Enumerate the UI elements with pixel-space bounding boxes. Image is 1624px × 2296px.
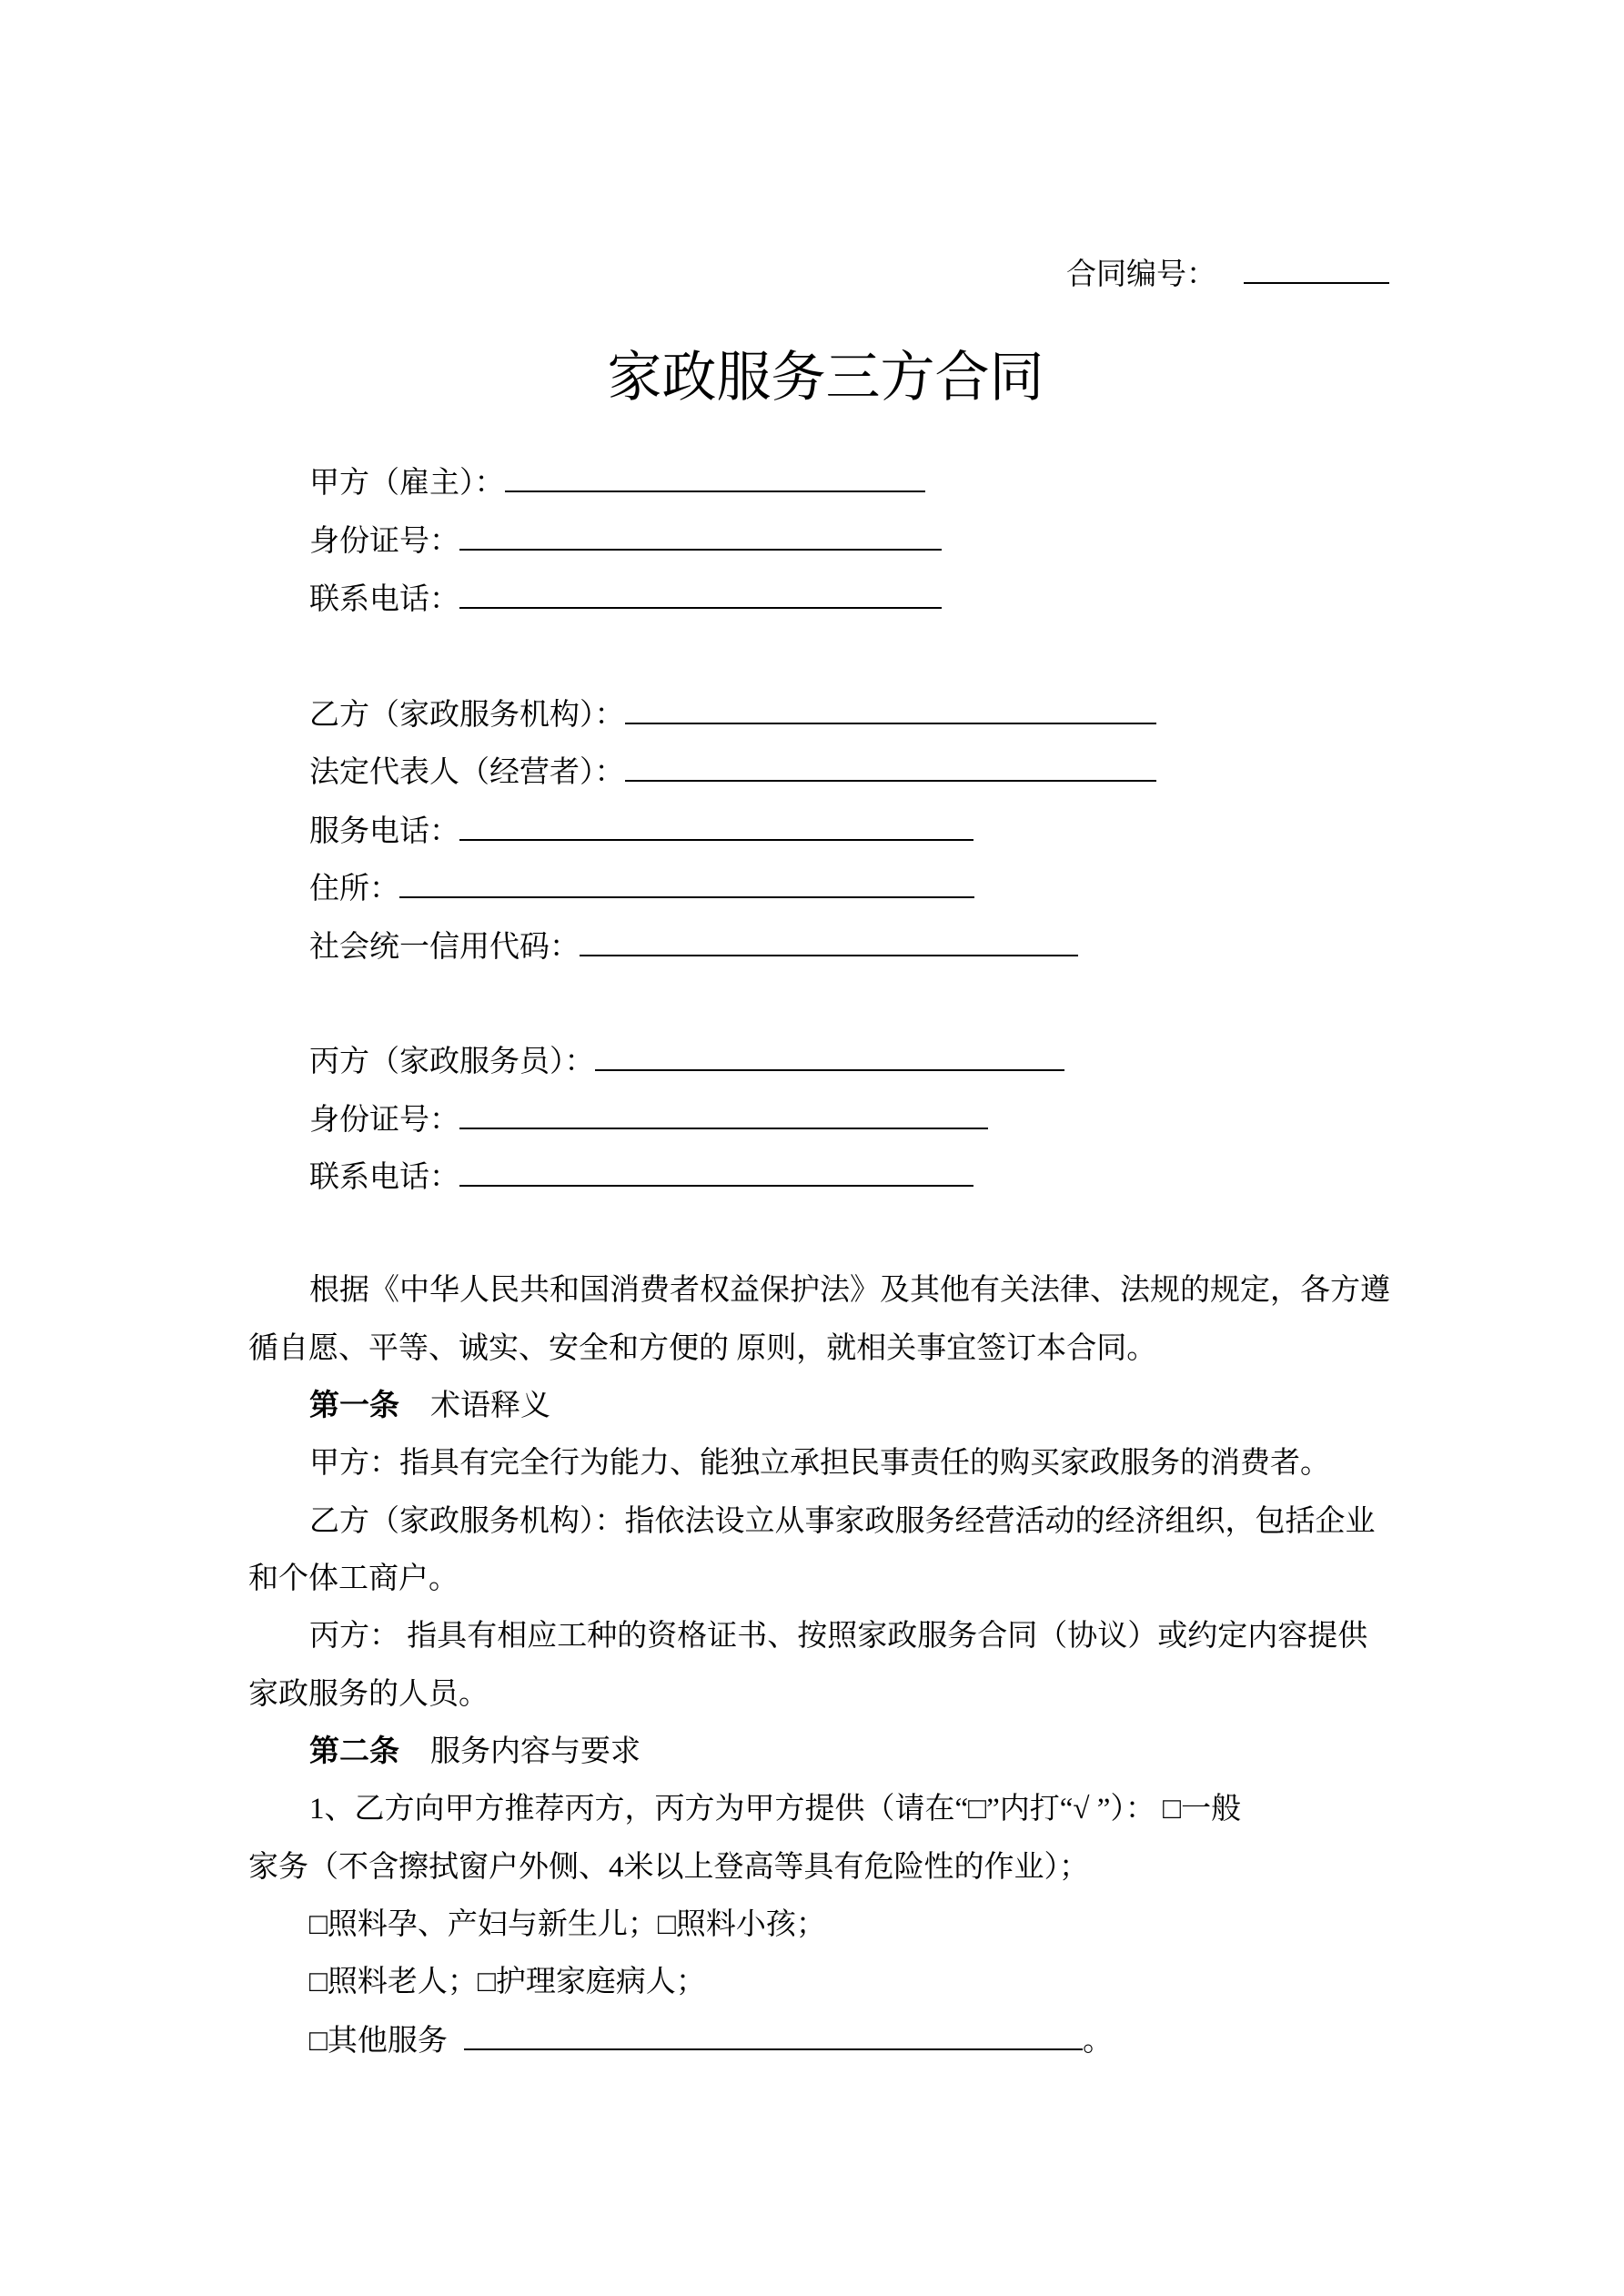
party-c-name-blank[interactable] bbox=[595, 1042, 1064, 1071]
definition-party-a: 甲方：指具有完全行为能力、能独立承担民事责任的购买家政服务的消费者。 bbox=[309, 1447, 1330, 1480]
party-c-id-blank[interactable] bbox=[459, 1100, 988, 1129]
party-c-name-row bbox=[309, 1042, 1064, 1080]
article-2-title: 服务内容与要求 bbox=[430, 1735, 641, 1768]
contract-number-label: 合同编号： bbox=[1066, 258, 1216, 291]
service-options-row-1 bbox=[309, 1907, 826, 1943]
party-a-phone-blank[interactable] bbox=[459, 580, 942, 609]
party-a-id-blank[interactable] bbox=[459, 521, 942, 551]
definition-party-b-line-2: 和个体工商户。 bbox=[248, 1563, 459, 1595]
party-b-name-blank[interactable] bbox=[625, 695, 1156, 724]
party-b-rep-blank[interactable] bbox=[625, 753, 1156, 782]
article-2-heading bbox=[309, 1734, 641, 1770]
party-a-phone-row bbox=[309, 580, 942, 618]
party-b-phone-row bbox=[309, 812, 973, 850]
service-options-row-2 bbox=[309, 1964, 706, 2000]
article-1-heading bbox=[309, 1388, 550, 1424]
article-1-title: 术语释义 bbox=[430, 1390, 550, 1422]
definition-party-c-line-2: 家政服务的人员。 bbox=[248, 1678, 489, 1711]
party-c-phone-row bbox=[309, 1158, 973, 1196]
other-service-period: 。 bbox=[1082, 2025, 1113, 2058]
party-a-name-label: 甲方（雇主）： bbox=[309, 467, 505, 500]
party-b-name-row bbox=[309, 695, 1156, 733]
party-b-address-label: 住所： bbox=[309, 873, 399, 905]
party-c-id-row bbox=[309, 1100, 988, 1138]
party-c-phone-blank[interactable] bbox=[459, 1158, 973, 1187]
party-b-phone-blank[interactable] bbox=[459, 812, 973, 841]
option-patient-checkbox[interactable]: □护理家庭病人； bbox=[477, 1966, 706, 1998]
option-elderly-checkbox[interactable]: □照料老人； bbox=[309, 1966, 478, 1998]
service-item-1-line-1: 1、乙方向甲方推荐丙方，丙方为甲方提供（请在“□”内打“√ ”）： □一般 bbox=[309, 1793, 1242, 1826]
contract-number bbox=[1066, 255, 1389, 293]
article-2-number: 第二条 bbox=[309, 1735, 399, 1768]
service-item-1-line-2: 家务（不含擦拭窗户外侧、4米以上登高等具有危险性的作业）； bbox=[248, 1851, 1089, 1884]
document-title: 家政服务三方合同 bbox=[607, 348, 1044, 408]
article-1-number: 第一条 bbox=[309, 1390, 399, 1422]
party-b-address-row bbox=[309, 869, 974, 907]
party-b-address-blank[interactable] bbox=[399, 869, 974, 898]
party-b-phone-label: 服务电话： bbox=[309, 815, 459, 848]
party-c-name-label: 丙方（家政服务员）： bbox=[309, 1046, 595, 1078]
party-a-phone-label: 联系电话： bbox=[309, 583, 459, 616]
other-service-blank[interactable] bbox=[464, 2021, 1083, 2050]
party-c-id-label: 身份证号： bbox=[309, 1104, 459, 1137]
option-children-checkbox[interactable]: □照料小孩； bbox=[657, 1908, 826, 1941]
party-b-credit-code-label: 社会统一信用代码： bbox=[309, 931, 580, 964]
party-b-credit-code-blank[interactable] bbox=[580, 927, 1078, 956]
party-b-name-label: 乙方（家政服务机构）： bbox=[309, 699, 625, 732]
preamble-line-1: 根据《中华人民共和国消费者权益保护法》及其他有关法律、法规的规定，各方遵 bbox=[309, 1274, 1390, 1307]
option-other-checkbox[interactable]: □其他服务 bbox=[309, 2025, 448, 2058]
definition-party-b-line-1: 乙方（家政服务机构）：指依法设立从事家政服务经营活动的经济组织，包括企业 bbox=[309, 1505, 1376, 1538]
contract-number-blank[interactable] bbox=[1244, 255, 1389, 284]
party-a-id-row bbox=[309, 521, 942, 560]
party-b-rep-label: 法定代表人（经营者）： bbox=[309, 756, 625, 789]
party-a-name-blank[interactable] bbox=[505, 463, 925, 492]
option-pregnant-newborn-checkbox[interactable]: □照料孕、产妇与新生儿； bbox=[309, 1908, 658, 1941]
definition-party-c-line-1: 丙方： 指具有相应工种的资格证书、按照家政服务合同（协议）或约定内容提供 bbox=[309, 1620, 1368, 1653]
service-options-row-3 bbox=[309, 2021, 1113, 2059]
party-b-credit-code-row bbox=[309, 927, 1078, 966]
preamble-line-2: 循自愿、平等、诚实、安全和方便的 原则，就相关事宜签订本合同。 bbox=[248, 1332, 1157, 1365]
party-b-rep-row bbox=[309, 753, 1156, 791]
party-c-phone-label: 联系电话： bbox=[309, 1161, 459, 1194]
party-a-id-label: 身份证号： bbox=[309, 525, 459, 558]
party-a-name-row bbox=[309, 463, 925, 501]
